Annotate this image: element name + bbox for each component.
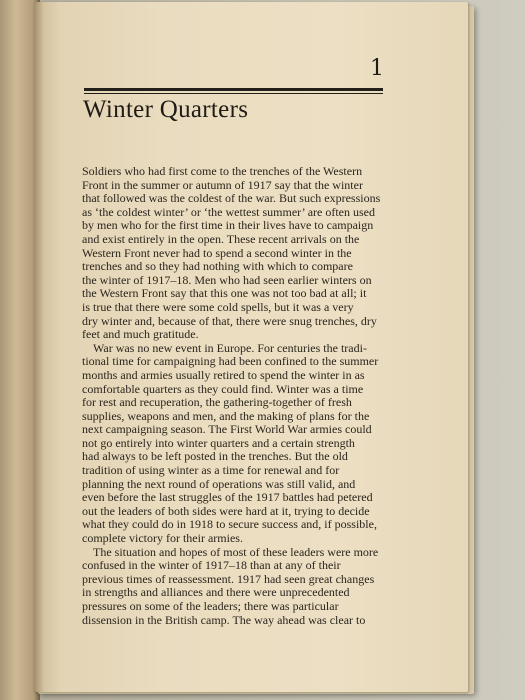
- text-line: by men who for the first time in their lives have to campaign: [82, 218, 374, 233]
- text-line: had always to be left posted in the trenches. But the old: [82, 449, 348, 464]
- text-line: Western Front never had to spend a second winter in the: [82, 245, 352, 260]
- text-line: trenches and so they had nothing with which to compare: [82, 259, 353, 274]
- text-line: complete victory for their armies.: [82, 531, 243, 546]
- paragraph: [82, 546, 388, 628]
- text-line: pressures on some of the leaders; there was particular: [82, 599, 339, 613]
- paragraph: [82, 342, 388, 546]
- text-line: for rest and recuperation, the gathering-together of fresh: [82, 395, 352, 410]
- text-line: out the leaders of both sides were hard at it, trying to decide: [82, 503, 370, 518]
- text-line: tradition of using winter as a time for renewal and for: [82, 463, 340, 478]
- text-line: not go entirely into winter quarters and a certain strength: [82, 435, 355, 450]
- text-line: in strengths and alliances and there were unprecedented: [82, 585, 350, 600]
- text-line: dissension in the British camp. The way ahead was clear to: [82, 612, 366, 627]
- text-line: The situation and hopes of most of these leaders were more: [93, 544, 379, 559]
- text-line: comfortable quarters as they could find. Winter was a time: [82, 381, 364, 396]
- text-line: as ‘the coldest winter’ or ‘the wettest summer’ are often used: [82, 204, 376, 219]
- text-line: Front in the summer or autumn of 1917 say that the winter: [82, 177, 363, 192]
- chapter-rule-thick: [84, 88, 383, 91]
- text-line: and exist entirely in the open. These recent arrivals on the: [82, 231, 360, 246]
- text-line: previous times of reassessment. 1917 had seen great changes: [82, 571, 375, 586]
- text-line: tional time for campaigning had been confined to the summer: [82, 354, 379, 369]
- chapter-rule-thin: [84, 93, 383, 94]
- text-line: months and armies usually retired to spend the winter in as: [82, 367, 365, 382]
- text-line: Soldiers who had first come to the trenches of the Western: [82, 164, 363, 178]
- text-line: confused in the winter of 1917–18 than at any of their: [82, 558, 341, 573]
- paragraph: [82, 165, 388, 342]
- chapter-title: Winter Quarters: [83, 96, 249, 123]
- text-line: War was no new event in Europe. For centuries the tradi-: [93, 340, 367, 355]
- text-line: next campaigning season. The First World War armies could: [82, 422, 372, 437]
- chapter-number: 1: [370, 56, 384, 81]
- chapter-body-text: [82, 165, 388, 627]
- text-line: what they could do in 1918 to secure success and, if possible,: [82, 517, 377, 532]
- text-line: planning the next round of operations was still valid, and: [82, 476, 356, 491]
- text-line: is true that there were some cold spells, but it was a very: [82, 299, 354, 314]
- text-line: even before the last struggles of the 1917 battles had petered: [82, 490, 373, 505]
- page-gutter-shadow: [34, 2, 44, 692]
- text-line: the winter of 1917–18. Men who had seen earlier winters on: [82, 272, 372, 287]
- text-line: supplies, weapons and men, and the making of plans for the: [82, 408, 370, 423]
- text-line: feet and much gratitude.: [82, 327, 199, 342]
- text-line: that followed was the coldest of the war. But such expressions: [82, 191, 381, 206]
- text-line: dry winter and, because of that, there were snug trenches, dry: [82, 313, 377, 328]
- text-line: the Western Front say that this one was not too bad at all; it: [82, 286, 367, 301]
